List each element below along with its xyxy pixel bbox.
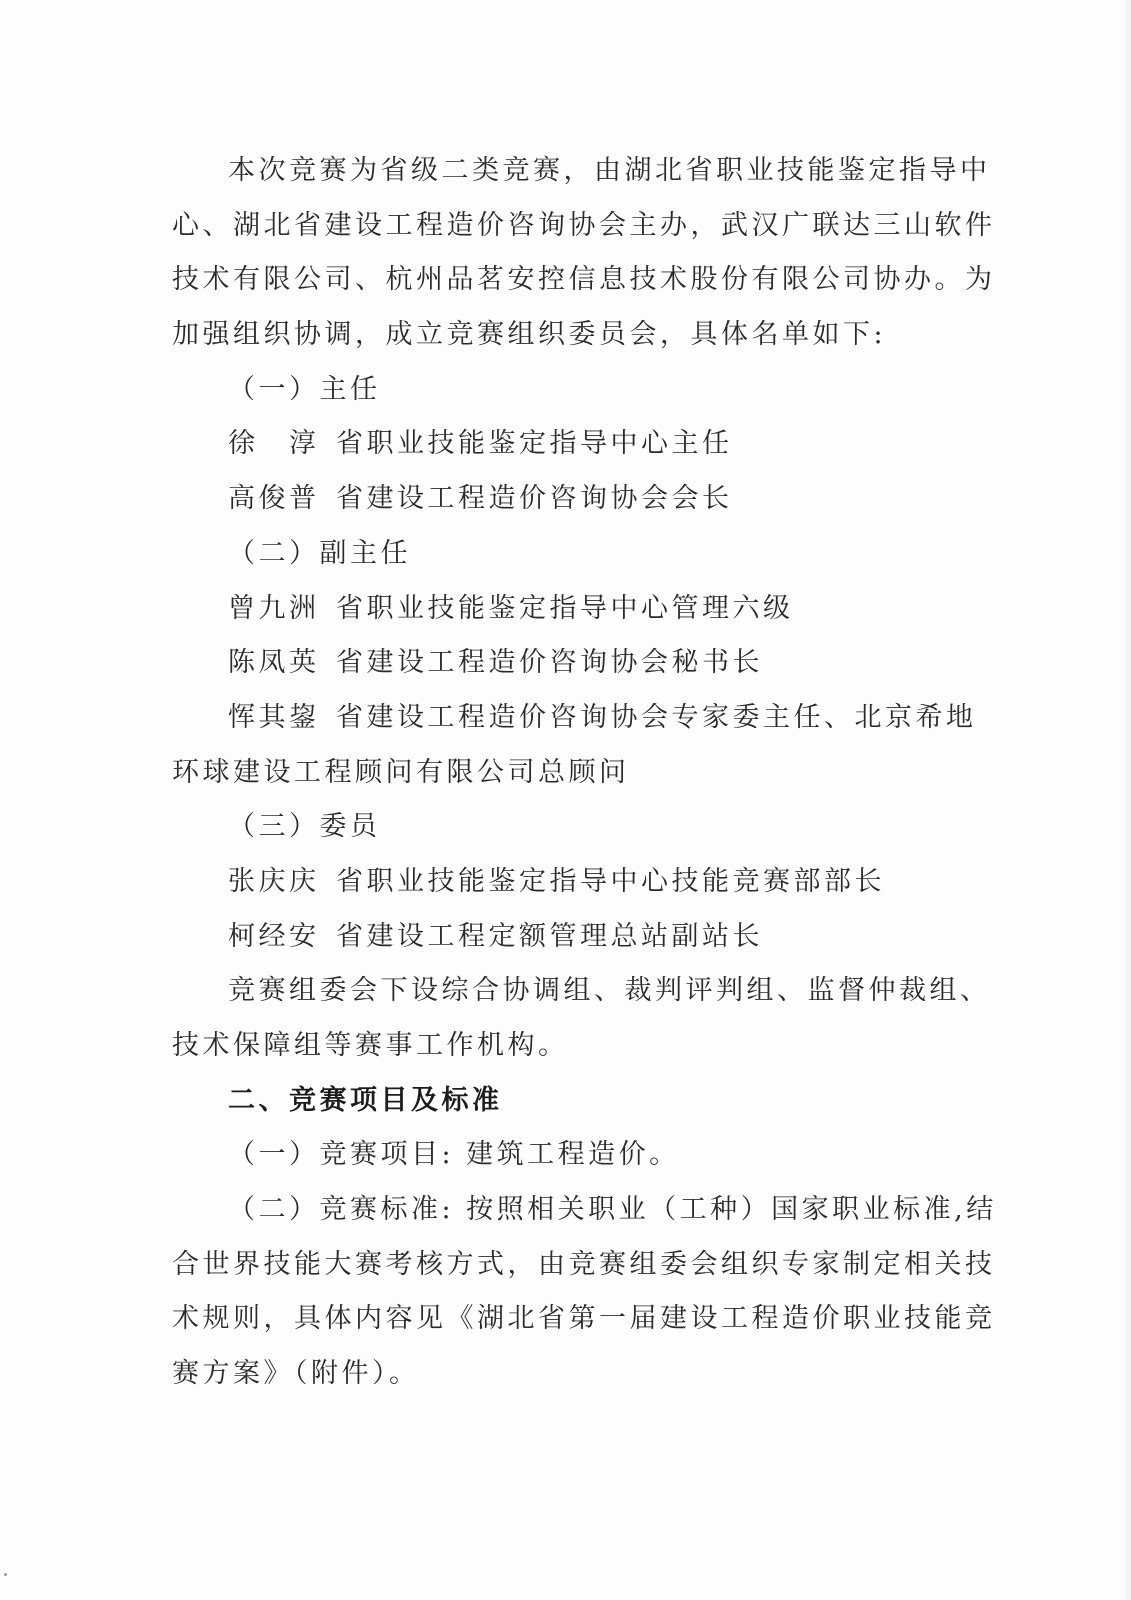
- deputy-member-2: [172, 636, 940, 691]
- member-title: 省建设工程造价咨询协会会长: [336, 483, 733, 515]
- member-title: 省职业技能鉴定指导中心管理六级: [336, 592, 794, 624]
- member-name: 曾九洲: [228, 592, 320, 624]
- member-title: 省建设工程造价咨询协会专家委主任、北京希地: [336, 701, 977, 733]
- director-heading: （一）主任: [228, 373, 381, 405]
- committee-para-line-2: 技术保障组等赛事工作机构。: [172, 1030, 569, 1061]
- deputy-member-1: [172, 582, 940, 637]
- director-member-1: [172, 417, 940, 472]
- section-two-item-two-line-2: 合世界技能大赛考核方式，由竞赛组委会组织专家制定相关技: [172, 1248, 996, 1280]
- scan-edge-shadow: [1123, 0, 1131, 1600]
- deputy-member-3-continuation: 环球建设工程顾问有限公司总顾问: [172, 756, 630, 788]
- intro-line-1: 本次竞赛为省级二类竞赛，由湖北省职业技能鉴定指导中: [228, 155, 991, 186]
- intro-line-4: 加强组织协调，成立竞赛组织委员会，具体名单如下:: [172, 319, 887, 351]
- scan-speck: [4, 1573, 7, 1576]
- deputy-heading: （二）副主任: [228, 537, 411, 569]
- section-two-item-two-line-4: 赛方案》（附件）。: [172, 1358, 420, 1390]
- member-title: 省职业技能鉴定指导中心技能竞赛部部长: [336, 865, 885, 897]
- member-name: 张庆庆: [228, 865, 320, 897]
- section-two-item-two-line-1: （二）竞赛标准: 按照相关职业（工种）国家职业标准,结: [228, 1194, 997, 1226]
- member-name: 徐 淳: [228, 428, 320, 460]
- member-name: 恽其鋆: [228, 701, 320, 733]
- document-body: [172, 144, 997, 1402]
- committee-member-2: [172, 910, 940, 965]
- section-two-heading: 二、竞赛项目及标准: [228, 1084, 503, 1116]
- intro-line-2: 心、湖北省建设工程造价咨询协会主办，武汉广联达三山软件: [172, 209, 996, 241]
- member-name: 高俊普: [228, 483, 320, 515]
- intro-line-3: 技术有限公司、杭州品茗安控信息技术股份有限公司协办。为: [172, 264, 996, 296]
- director-member-2: [172, 472, 940, 527]
- committee-para-line-1: 竞赛组委会下设综合协调组、裁判评判组、监督仲裁组、: [228, 975, 991, 1007]
- section-two-item-two-line-3: 术规则，具体内容见《湖北省第一届建设工程造价职业技能竞: [172, 1303, 996, 1335]
- member-title: 省建设工程定额管理总站副站长: [336, 920, 763, 952]
- member-title: 省建设工程造价咨询协会秘书长: [336, 647, 763, 679]
- member-name: 柯经安: [228, 920, 320, 952]
- section-two-item-one: （一）竞赛项目: 建筑工程造价。: [228, 1139, 680, 1171]
- deputy-member-3: [172, 691, 977, 746]
- members-heading: （三）委员: [228, 811, 381, 843]
- member-title: 省职业技能鉴定指导中心主任: [336, 428, 733, 460]
- committee-member-1: [172, 855, 940, 910]
- member-name: 陈凤英: [228, 647, 320, 679]
